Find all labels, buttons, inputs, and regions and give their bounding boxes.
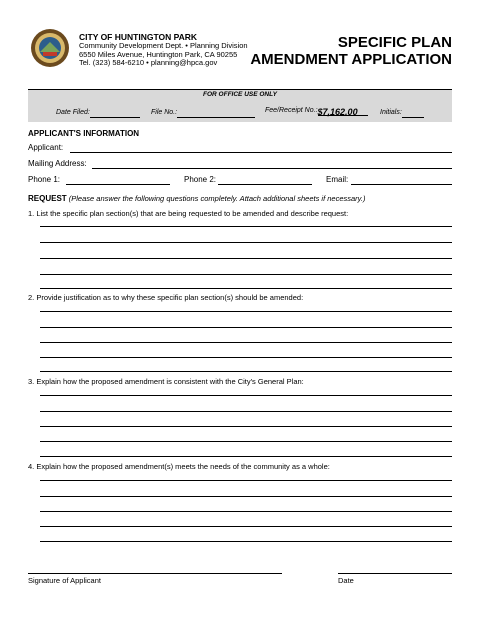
answer-line[interactable]	[40, 441, 452, 442]
organization-block	[79, 32, 248, 68]
answer-line[interactable]	[40, 242, 452, 243]
answer-line[interactable]	[40, 288, 452, 289]
city-seal-logo	[30, 28, 70, 68]
applicant-field[interactable]	[70, 152, 452, 153]
question-1: 1. List the specific plan section(s) that are being requested to be amended and describe request:	[28, 209, 349, 218]
email-label: Email:	[326, 175, 349, 184]
file-no-field[interactable]: File No.:	[151, 109, 177, 116]
answer-line[interactable]	[40, 258, 452, 259]
fee-receipt-field[interactable]: Fee/Receipt No.: $7,162.00	[265, 107, 318, 114]
answer-line[interactable]	[40, 395, 452, 396]
answer-line[interactable]	[40, 311, 452, 312]
answer-line[interactable]	[40, 226, 452, 227]
answer-line[interactable]	[40, 456, 452, 457]
email-field[interactable]	[351, 184, 452, 185]
form-title: SPECIFIC PLAN AMENDMENT APPLICATION	[250, 34, 452, 68]
phone2-label: Phone 2:	[184, 175, 217, 184]
answer-line[interactable]	[40, 371, 452, 372]
answer-line[interactable]	[40, 480, 452, 481]
answer-line[interactable]	[40, 357, 452, 358]
answer-line[interactable]	[40, 342, 452, 343]
phone1-field[interactable]	[66, 184, 170, 185]
date-filed-field[interactable]: Date Filed:	[56, 109, 90, 116]
fee-value: $7,162.00	[318, 107, 368, 116]
applicant-info-heading: APPLICANT'S INFORMATION	[28, 129, 140, 138]
question-2: 2. Provide justification as to why these specific plan section(s) should be amended:	[28, 293, 304, 302]
phone1-label: Phone 1:	[28, 175, 61, 184]
office-use-box	[28, 89, 452, 122]
date-label: Date	[338, 576, 354, 585]
answer-line[interactable]	[40, 526, 452, 527]
date-field[interactable]	[338, 573, 452, 574]
request-heading: REQUEST (Please answer the following questions completely. Attach additional sheets if necessary.)	[28, 194, 366, 203]
mailing-address-field[interactable]	[92, 168, 452, 169]
applicant-label: Applicant:	[28, 143, 64, 152]
question-3: 3. Explain how the proposed amendment is consistent with the City's General Plan:	[28, 377, 304, 386]
answer-line[interactable]	[40, 274, 452, 275]
phone2-field[interactable]	[218, 184, 312, 185]
answer-line[interactable]	[40, 426, 452, 427]
signature-field[interactable]	[28, 573, 282, 574]
answer-line[interactable]	[40, 541, 452, 542]
initials-field[interactable]: Initials:	[380, 109, 402, 116]
mailing-address-label: Mailing Address:	[28, 159, 87, 168]
signature-label: Signature of Applicant	[28, 576, 101, 585]
org-contact: Tel. (323) 584-6210 • planning@hpca.gov	[79, 58, 218, 67]
answer-line[interactable]	[40, 327, 452, 328]
answer-line[interactable]	[40, 511, 452, 512]
question-4: 4. Explain how the proposed amendment(s) meets the needs of the community as a whole:	[28, 462, 330, 471]
org-name: CITY OF HUNTINGTON PARK	[79, 32, 198, 42]
org-dept: Community Development Dept. • Planning Division	[79, 41, 248, 50]
answer-line[interactable]	[40, 496, 452, 497]
answer-line[interactable]	[40, 411, 452, 412]
office-use-header: FOR OFFICE USE ONLY	[203, 91, 277, 98]
org-address: 6550 Miles Avenue, Huntington Park, CA 90255	[79, 49, 238, 59]
